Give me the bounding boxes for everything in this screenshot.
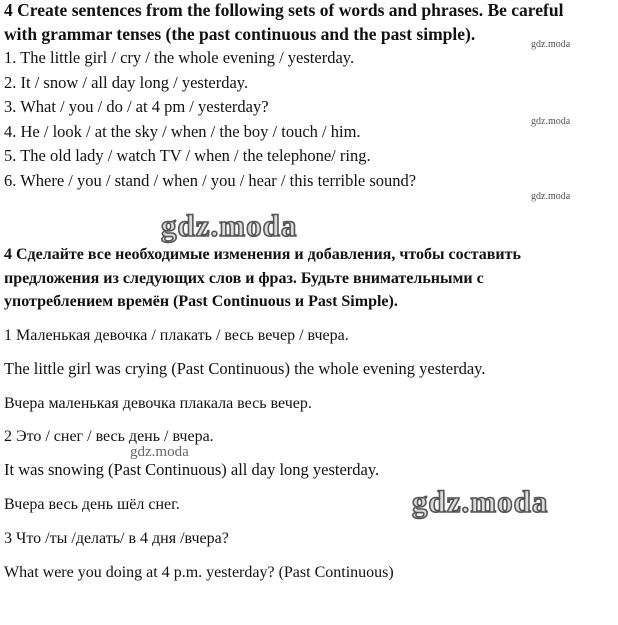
task-en-item: 1. The little girl / cry / the whole evening / yesterday. bbox=[4, 48, 355, 67]
answer-line: 3 Что /ты /делать/ в 4 дня /вчера? bbox=[4, 530, 229, 547]
watermark-large: gdz.moda bbox=[161, 208, 298, 243]
task-en-item: 3. What / you / do / at 4 pm / yesterday? bbox=[4, 97, 269, 116]
task-en-heading-line1: 4 Create sentences from the following sets of words and phrases. Be careful bbox=[4, 0, 564, 20]
answer-line: 1 Маленькая девочка / плакать / весь вечер / вчера. bbox=[4, 327, 349, 344]
task-en-heading-line2: with grammar tenses (the past continuous and the past simple). bbox=[4, 24, 476, 44]
watermark-small: gdz.moda bbox=[531, 191, 571, 202]
answer-line: 2 Это / снег / весь день / вчера. bbox=[4, 428, 214, 445]
answer-line: Вчера весь день шёл снег. bbox=[4, 496, 180, 513]
answer-line: It was snowing (Past Continuous) all day long yesterday. bbox=[4, 460, 380, 479]
task-ru-heading-line3: употреблением времён (Past Continuous и Past Simple). bbox=[4, 293, 398, 310]
watermark-large: gdz.moda bbox=[412, 484, 549, 519]
answer-line: What were you doing at 4 p.m. yesterday? (Past Continuous) bbox=[4, 564, 394, 581]
answer-line: The little girl was crying (Past Continuous) the whole evening yesterday. bbox=[4, 359, 486, 378]
task-ru-heading-line2: предложения из следующих слов и фраз. Будьте внимательными с bbox=[4, 270, 484, 287]
task-en-item: 4. He / look / at the sky / when / the boy / touch / him. bbox=[4, 122, 361, 141]
watermark-small: gdz.moda bbox=[531, 39, 571, 50]
task-en-item: 6. Where / you / stand / when / you / hear / this terrible sound? bbox=[4, 171, 417, 190]
watermark-small: gdz.moda bbox=[531, 116, 571, 127]
answer-line: Вчера маленькая девочка плакала весь вечер. bbox=[4, 395, 312, 412]
task-en-item: 2. It / snow / all day long / yesterday. bbox=[4, 73, 249, 92]
task-en-item: 5. The old lady / watch TV / when / the telephone/ ring. bbox=[4, 146, 371, 165]
task-ru-heading-line1: 4 Сделайте все необходимые изменения и добавления, чтобы составить bbox=[4, 246, 521, 263]
watermark-small: gdz.moda bbox=[130, 444, 189, 460]
